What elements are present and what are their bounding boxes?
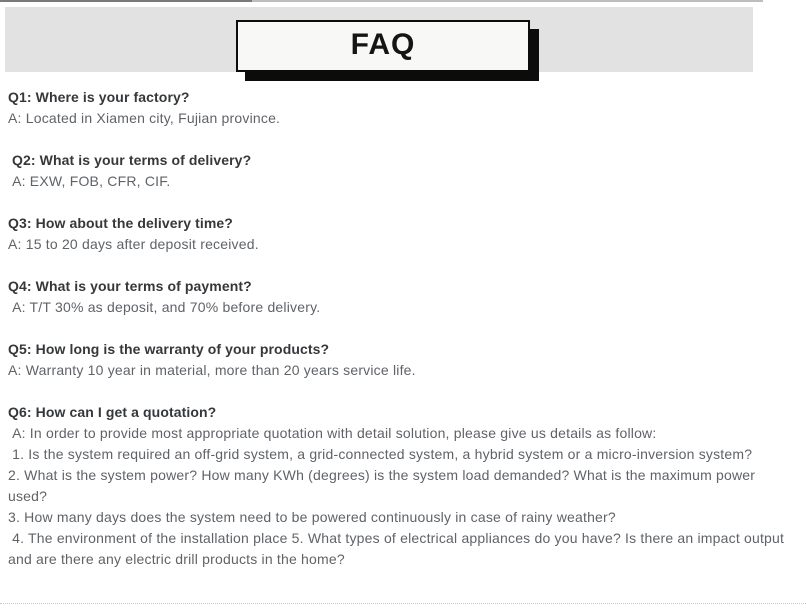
faq-item	[8, 213, 792, 255]
faq-question: Q3: How about the delivery time?	[8, 215, 233, 231]
faq-answer-line: 3. How many days does the system need to be powered continuously in case of rainy weather?	[8, 509, 616, 525]
faq-answer-line: 2. What is the system power? How many KWh (degrees) is the system load demanded? What is the maximum power used?	[8, 467, 760, 504]
faq-answer-line: A: In order to provide most appropriate quotation with detail solution, please give us details as follow:	[8, 425, 657, 441]
faq-answer-line: A: Located in Xiamen city, Fujian province.	[8, 110, 281, 126]
faq-question: Q4: What is your terms of payment?	[8, 278, 252, 294]
faq-question: Q1: Where is your factory?	[8, 89, 190, 105]
faq-answer-line: 1. Is the system required an off-grid system, a grid-connected system, a hybrid system or a micro-inversion system?	[8, 446, 753, 462]
faq-item	[8, 87, 792, 129]
top-edge-line	[0, 0, 763, 2]
faq-item	[8, 402, 792, 570]
faq-answer-line: A: T/T 30% as deposit, and 70% before delivery.	[8, 299, 321, 315]
faq-item	[8, 276, 792, 318]
faq-list	[8, 87, 792, 591]
faq-answer-line: A: Warranty 10 year in material, more than 20 years service life.	[8, 362, 416, 378]
faq-answer-line: A: EXW, FOB, CFR, CIF.	[8, 173, 171, 189]
faq-item	[8, 150, 792, 192]
faq-title: FAQ	[350, 28, 416, 61]
faq-answer-line: 4. The environment of the installation place 5. What types of electrical appliances do you have? Is there an impact output and are there any electric drill products in the home?	[8, 530, 789, 567]
faq-title-box	[236, 20, 530, 72]
faq-question: Q6: How can I get a quotation?	[8, 404, 217, 420]
bottom-dotted-separator	[0, 603, 806, 604]
faq-banner	[5, 7, 753, 72]
faq-question: Q5: How long is the warranty of your products?	[8, 341, 330, 357]
faq-question: Q2: What is your terms of delivery?	[8, 152, 252, 168]
faq-item	[8, 339, 792, 381]
faq-answer-line: A: 15 to 20 days after deposit received.	[8, 236, 259, 252]
